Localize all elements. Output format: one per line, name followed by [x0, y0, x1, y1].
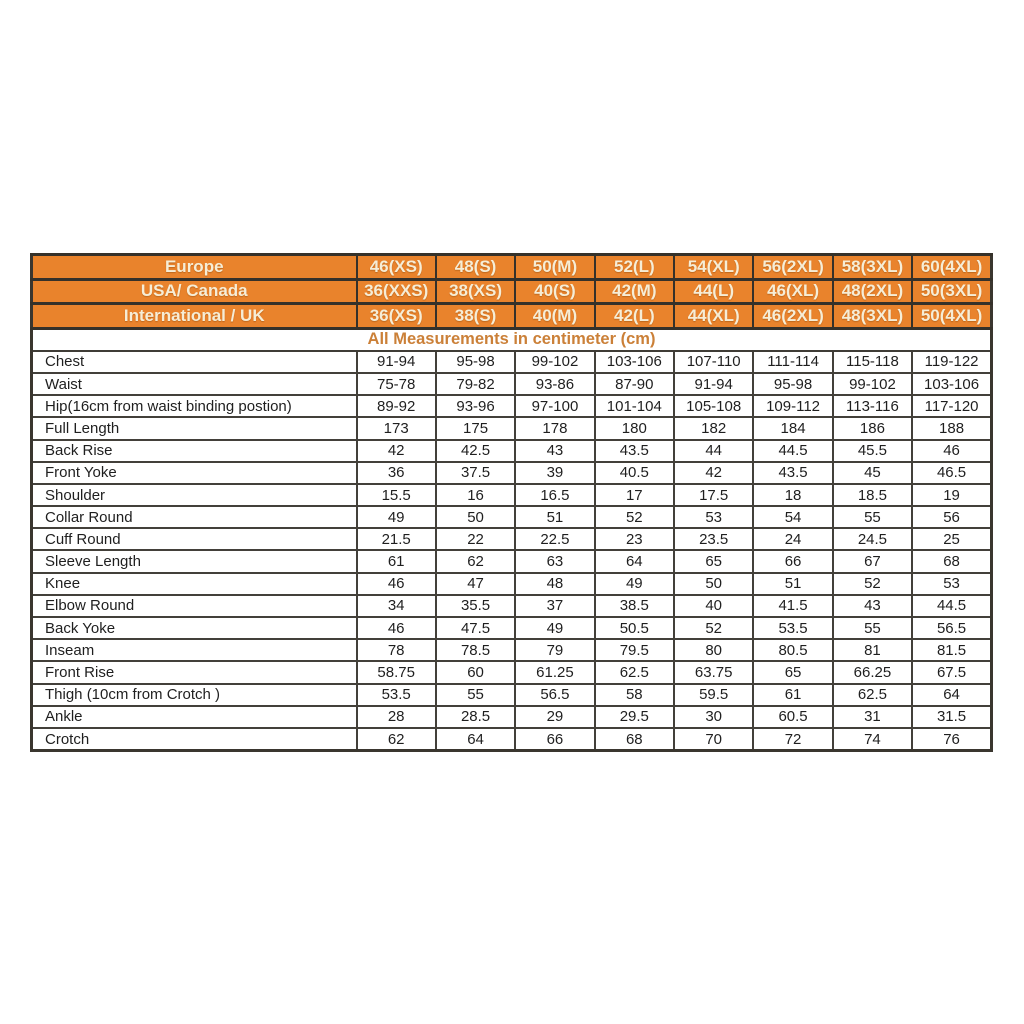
measurement-value: 103-106	[912, 373, 991, 395]
measurement-label: Back Yoke	[32, 617, 357, 639]
measurement-value: 93-86	[515, 373, 594, 395]
measurement-value: 115-118	[833, 351, 912, 373]
size-system-row-europe	[32, 255, 992, 280]
measurement-value: 42	[674, 462, 753, 484]
measurement-value: 51	[753, 573, 832, 595]
measurement-label: Ankle	[32, 706, 357, 728]
size-cell: 44(XL)	[674, 304, 753, 329]
measurement-value: 78.5	[436, 639, 515, 661]
measurement-value: 61	[357, 550, 436, 572]
measurement-value: 175	[436, 417, 515, 439]
measurement-label: Waist	[32, 373, 357, 395]
measurement-value: 101-104	[595, 395, 674, 417]
measurement-value: 97-100	[515, 395, 594, 417]
measurement-value: 45	[833, 462, 912, 484]
measurement-value: 19	[912, 484, 991, 506]
size-cell: 44(L)	[674, 279, 753, 304]
measurement-value: 80	[674, 639, 753, 661]
measurement-value: 30	[674, 706, 753, 728]
measurement-value: 180	[595, 417, 674, 439]
measurement-value: 34	[357, 595, 436, 617]
measurement-value: 62	[357, 728, 436, 751]
measurement-value: 103-106	[595, 351, 674, 373]
measurement-value: 21.5	[357, 528, 436, 550]
measurement-value: 49	[595, 573, 674, 595]
measurement-value: 41.5	[753, 595, 832, 617]
measurement-label: Collar Round	[32, 506, 357, 528]
size-chart-table	[30, 253, 993, 752]
size-cell: 46(XS)	[357, 255, 436, 280]
measurement-value: 43.5	[753, 462, 832, 484]
measurement-row-sleeve-length	[32, 550, 992, 572]
measurement-value: 188	[912, 417, 991, 439]
size-cell: 48(2XL)	[833, 279, 912, 304]
size-cell: 50(M)	[515, 255, 594, 280]
size-cell: 48(S)	[436, 255, 515, 280]
measurement-value: 79	[515, 639, 594, 661]
measurement-value: 62.5	[833, 684, 912, 706]
measurement-value: 66	[515, 728, 594, 751]
measurement-value: 53.5	[357, 684, 436, 706]
measurement-value: 50	[674, 573, 753, 595]
measurement-value: 22	[436, 528, 515, 550]
measurement-value: 99-102	[515, 351, 594, 373]
size-cell: 40(S)	[515, 279, 594, 304]
measurement-value: 45.5	[833, 440, 912, 462]
size-system-label: International / UK	[32, 304, 357, 329]
measurement-value: 36	[357, 462, 436, 484]
measurement-value: 47	[436, 573, 515, 595]
measurement-value: 78	[357, 639, 436, 661]
measurement-row-shoulder	[32, 484, 992, 506]
measurement-row-knee	[32, 573, 992, 595]
size-cell: 52(L)	[595, 255, 674, 280]
measurement-value: 178	[515, 417, 594, 439]
measurement-value: 23	[595, 528, 674, 550]
measurement-row-ankle	[32, 706, 992, 728]
measurement-value: 79-82	[436, 373, 515, 395]
measurement-value: 31	[833, 706, 912, 728]
measurement-value: 70	[674, 728, 753, 751]
measurement-value: 18.5	[833, 484, 912, 506]
measurement-unit-note-row	[32, 328, 992, 351]
measurement-value: 42.5	[436, 440, 515, 462]
measurement-value: 62.5	[595, 661, 674, 683]
measurement-value: 62	[436, 550, 515, 572]
measurement-value: 81	[833, 639, 912, 661]
measurement-row-inseam	[32, 639, 992, 661]
measurement-label: Sleeve Length	[32, 550, 357, 572]
measurement-value: 46	[357, 573, 436, 595]
measurement-label: Hip(16cm from waist binding postion)	[32, 395, 357, 417]
measurement-value: 72	[753, 728, 832, 751]
measurement-value: 31.5	[912, 706, 991, 728]
measurement-row-chest	[32, 351, 992, 373]
measurement-value: 53	[912, 573, 991, 595]
measurement-value: 65	[674, 550, 753, 572]
measurement-value: 43.5	[595, 440, 674, 462]
size-cell: 42(M)	[595, 279, 674, 304]
measurement-label: Front Yoke	[32, 462, 357, 484]
measurement-value: 182	[674, 417, 753, 439]
measurement-row-front-rise	[32, 661, 992, 683]
measurement-value: 99-102	[833, 373, 912, 395]
measurement-value: 22.5	[515, 528, 594, 550]
measurement-value: 40.5	[595, 462, 674, 484]
measurement-value: 52	[674, 617, 753, 639]
measurement-value: 56	[912, 506, 991, 528]
measurement-value: 64	[912, 684, 991, 706]
size-system-row-international-uk	[32, 304, 992, 329]
measurement-value: 37.5	[436, 462, 515, 484]
measurement-value: 68	[912, 550, 991, 572]
measurement-label: Crotch	[32, 728, 357, 751]
measurement-value: 47.5	[436, 617, 515, 639]
measurement-value: 25	[912, 528, 991, 550]
size-cell: 50(4XL)	[912, 304, 991, 329]
measurement-value: 184	[753, 417, 832, 439]
measurement-value: 23.5	[674, 528, 753, 550]
measurement-value: 117-120	[912, 395, 991, 417]
size-cell: 46(2XL)	[753, 304, 832, 329]
size-chart-body	[32, 255, 992, 751]
measurement-value: 66.25	[833, 661, 912, 683]
measurement-value: 111-114	[753, 351, 832, 373]
measurement-value: 46.5	[912, 462, 991, 484]
measurement-value: 17	[595, 484, 674, 506]
measurement-value: 55	[436, 684, 515, 706]
size-cell: 60(4XL)	[912, 255, 991, 280]
size-cell: 46(XL)	[753, 279, 832, 304]
measurement-row-full-length	[32, 417, 992, 439]
measurement-value: 24.5	[833, 528, 912, 550]
measurement-label: Front Rise	[32, 661, 357, 683]
measurement-value: 113-116	[833, 395, 912, 417]
measurement-value: 56.5	[515, 684, 594, 706]
measurement-value: 46	[357, 617, 436, 639]
measurement-value: 48	[515, 573, 594, 595]
measurement-label: Thigh (10cm from Crotch )	[32, 684, 357, 706]
measurement-value: 28.5	[436, 706, 515, 728]
measurement-row-elbow-round	[32, 595, 992, 617]
measurement-value: 58.75	[357, 661, 436, 683]
measurement-value: 173	[357, 417, 436, 439]
measurement-value: 91-94	[674, 373, 753, 395]
measurement-value: 28	[357, 706, 436, 728]
size-cell: 58(3XL)	[833, 255, 912, 280]
measurement-value: 52	[833, 573, 912, 595]
measurement-value: 16	[436, 484, 515, 506]
measurement-value: 95-98	[753, 373, 832, 395]
measurement-value: 29	[515, 706, 594, 728]
measurement-label: Knee	[32, 573, 357, 595]
measurement-value: 44.5	[753, 440, 832, 462]
measurement-value: 74	[833, 728, 912, 751]
measurement-value: 63.75	[674, 661, 753, 683]
measurement-value: 44.5	[912, 595, 991, 617]
measurement-value: 81.5	[912, 639, 991, 661]
measurement-value: 60.5	[753, 706, 832, 728]
measurement-value: 43	[515, 440, 594, 462]
measurement-value: 35.5	[436, 595, 515, 617]
measurement-value: 52	[595, 506, 674, 528]
measurement-value: 109-112	[753, 395, 832, 417]
measurement-row-back-rise	[32, 440, 992, 462]
measurement-value: 105-108	[674, 395, 753, 417]
measurement-row-waist	[32, 373, 992, 395]
measurement-value: 68	[595, 728, 674, 751]
measurement-value: 16.5	[515, 484, 594, 506]
measurement-value: 91-94	[357, 351, 436, 373]
measurement-label: Cuff Round	[32, 528, 357, 550]
measurement-label: Inseam	[32, 639, 357, 661]
measurement-value: 38.5	[595, 595, 674, 617]
size-cell: 38(XS)	[436, 279, 515, 304]
measurement-label: Back Rise	[32, 440, 357, 462]
size-cell: 36(XS)	[357, 304, 436, 329]
measurement-value: 29.5	[595, 706, 674, 728]
measurement-value: 46	[912, 440, 991, 462]
measurement-value: 107-110	[674, 351, 753, 373]
measurement-value: 56.5	[912, 617, 991, 639]
measurement-value: 87-90	[595, 373, 674, 395]
measurement-value: 66	[753, 550, 832, 572]
measurement-value: 40	[674, 595, 753, 617]
measurement-value: 53.5	[753, 617, 832, 639]
size-cell: 56(2XL)	[753, 255, 832, 280]
measurement-value: 44	[674, 440, 753, 462]
measurement-value: 59.5	[674, 684, 753, 706]
measurement-value: 61	[753, 684, 832, 706]
measurement-value: 67	[833, 550, 912, 572]
measurement-value: 53	[674, 506, 753, 528]
measurement-value: 58	[595, 684, 674, 706]
measurement-value: 76	[912, 728, 991, 751]
measurement-row-thigh-10cm-from-crotch	[32, 684, 992, 706]
measurement-value: 39	[515, 462, 594, 484]
measurement-value: 60	[436, 661, 515, 683]
size-system-label: Europe	[32, 255, 357, 280]
measurement-value: 50.5	[595, 617, 674, 639]
measurement-value: 65	[753, 661, 832, 683]
measurement-value: 95-98	[436, 351, 515, 373]
size-cell: 50(3XL)	[912, 279, 991, 304]
measurement-value: 93-96	[436, 395, 515, 417]
measurement-value: 89-92	[357, 395, 436, 417]
measurement-value: 67.5	[912, 661, 991, 683]
measurement-value: 186	[833, 417, 912, 439]
measurement-value: 55	[833, 506, 912, 528]
size-cell: 38(S)	[436, 304, 515, 329]
measurement-value: 80.5	[753, 639, 832, 661]
measurement-value: 49	[515, 617, 594, 639]
measurement-value: 55	[833, 617, 912, 639]
measurement-unit-note: All Measurements in centimeter (cm)	[32, 328, 992, 351]
measurement-value: 24	[753, 528, 832, 550]
size-cell: 42(L)	[595, 304, 674, 329]
measurement-label: Shoulder	[32, 484, 357, 506]
size-cell: 54(XL)	[674, 255, 753, 280]
measurement-value: 42	[357, 440, 436, 462]
measurement-value: 43	[833, 595, 912, 617]
measurement-label: Elbow Round	[32, 595, 357, 617]
measurement-value: 119-122	[912, 351, 991, 373]
measurement-row-back-yoke	[32, 617, 992, 639]
measurement-value: 49	[357, 506, 436, 528]
measurement-value: 37	[515, 595, 594, 617]
measurement-row-collar-round	[32, 506, 992, 528]
measurement-row-crotch	[32, 728, 992, 751]
size-system-label: USA/ Canada	[32, 279, 357, 304]
measurement-value: 54	[753, 506, 832, 528]
size-cell: 40(M)	[515, 304, 594, 329]
measurement-row-hip-16cm-from-waist-binding-postion	[32, 395, 992, 417]
measurement-value: 18	[753, 484, 832, 506]
measurement-value: 63	[515, 550, 594, 572]
size-cell: 36(XXS)	[357, 279, 436, 304]
measurement-value: 79.5	[595, 639, 674, 661]
measurement-value: 64	[595, 550, 674, 572]
size-system-row-usa-canada	[32, 279, 992, 304]
measurement-value: 64	[436, 728, 515, 751]
measurement-row-cuff-round	[32, 528, 992, 550]
measurement-value: 17.5	[674, 484, 753, 506]
measurement-value: 15.5	[357, 484, 436, 506]
measurement-value: 61.25	[515, 661, 594, 683]
measurement-value: 51	[515, 506, 594, 528]
measurement-value: 75-78	[357, 373, 436, 395]
size-cell: 48(3XL)	[833, 304, 912, 329]
measurement-row-front-yoke	[32, 462, 992, 484]
measurement-label: Full Length	[32, 417, 357, 439]
measurement-label: Chest	[32, 351, 357, 373]
measurement-value: 50	[436, 506, 515, 528]
